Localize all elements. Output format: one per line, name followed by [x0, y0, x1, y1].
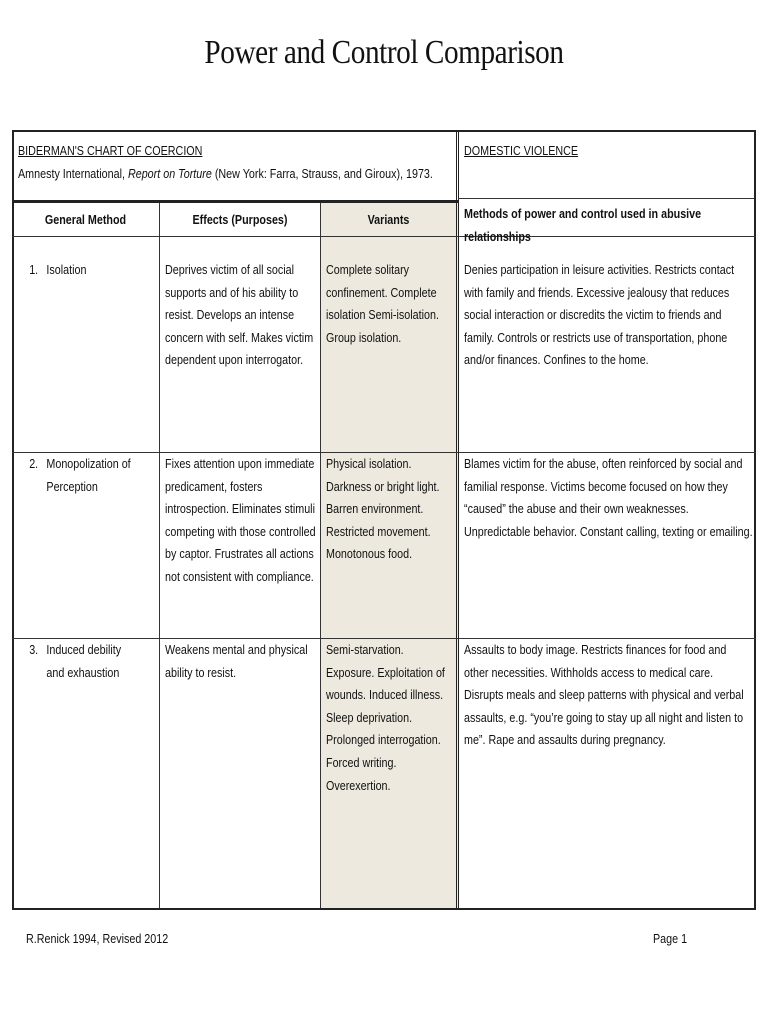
divider-effects: [320, 202, 321, 908]
divider-main: [456, 130, 459, 910]
row-number: 1.: [29, 263, 39, 277]
colhead-general-method: General Method: [44, 213, 127, 227]
source-prefix: Amnesty International,: [18, 166, 125, 181]
row-method: Isolation: [46, 263, 87, 277]
row-method: Induced debility and exhaustion: [46, 643, 122, 680]
domestic-violence-heading: DOMESTIC VIOLENCE: [464, 144, 579, 158]
row-method: Monopolization of Perception: [46, 457, 131, 494]
row-dv-methods: Denies participation in leisure activities. Restricts contact with family and friends. Excessive jealousy that reduces social interaction or discredits the victim to friends and family. Controls or restricts use of transportation, phone and/or finances. Confines to the home.: [464, 263, 735, 368]
row-dv-methods: Assaults to body image. Restricts finances for food and other necessities. Withholds access to medical care. Disrupts meals and sleep patterns with physical and verbal assaults, e.g. “you’re going to stay up all night and listen to me”. Rape and assaults during pregnancy.: [464, 643, 744, 748]
divider-method: [159, 202, 160, 908]
row-effects: Weakens mental and physical ability to resist.: [165, 643, 308, 680]
footer-credit: R.Renick 1994, Revised 2012: [26, 932, 169, 946]
row-variants: Complete solitary confinement. Complete isolation Semi-isolation. Group isolation.: [326, 263, 439, 345]
left-header: [18, 140, 454, 185]
row-effects: Fixes attention upon immediate predicament, fosters introspection. Eliminates stimuli competing with those controlled by captor. Frustrates all actions not consistent with compliance.: [165, 457, 316, 584]
row-effects: Deprives victim of all social supports and of his ability to resist. Develops an intense concern with self. Makes victim dependent upon interrogator.: [165, 263, 314, 368]
divider-header-right: [458, 198, 754, 199]
comparison-table: [12, 130, 756, 910]
row-number: 3.: [29, 643, 39, 657]
page-number: Page 1: [653, 932, 688, 946]
source-suffix: (New York: Farra, Strauss, and Giroux), 1973.: [214, 166, 433, 181]
page-title: Power and Control Comparison: [204, 34, 564, 71]
row-variants: Semi-starvation. Exposure. Exploitation of wounds. Induced illness. Sleep deprivation. Prolonged interrogation. Forced writing. Overexertion.: [326, 643, 445, 793]
coercion-chart-heading: BIDERMAN'S CHART OF COERCION: [18, 144, 203, 158]
divider-header: [12, 200, 458, 203]
colhead-variants: Variants: [367, 213, 410, 227]
right-header: [464, 140, 754, 163]
row-number: 2.: [29, 457, 39, 471]
row-variants: Physical isolation. Darkness or bright light. Barren environment. Restricted movement. Monotonous food.: [326, 457, 440, 562]
colhead-effects: Effects (Purposes): [192, 213, 288, 227]
source-title: Report on Torture: [127, 166, 212, 181]
row-dv-methods: Blames victim for the abuse, often reinforced by social and familial response. Victims become focused on how they “caused” the abuse and their own weaknesses. Unpredictable behavior. Constant calling, texting or emailing.: [464, 457, 753, 539]
dv-column-heading: Methods of power and control used in abusive relationships: [464, 207, 702, 244]
